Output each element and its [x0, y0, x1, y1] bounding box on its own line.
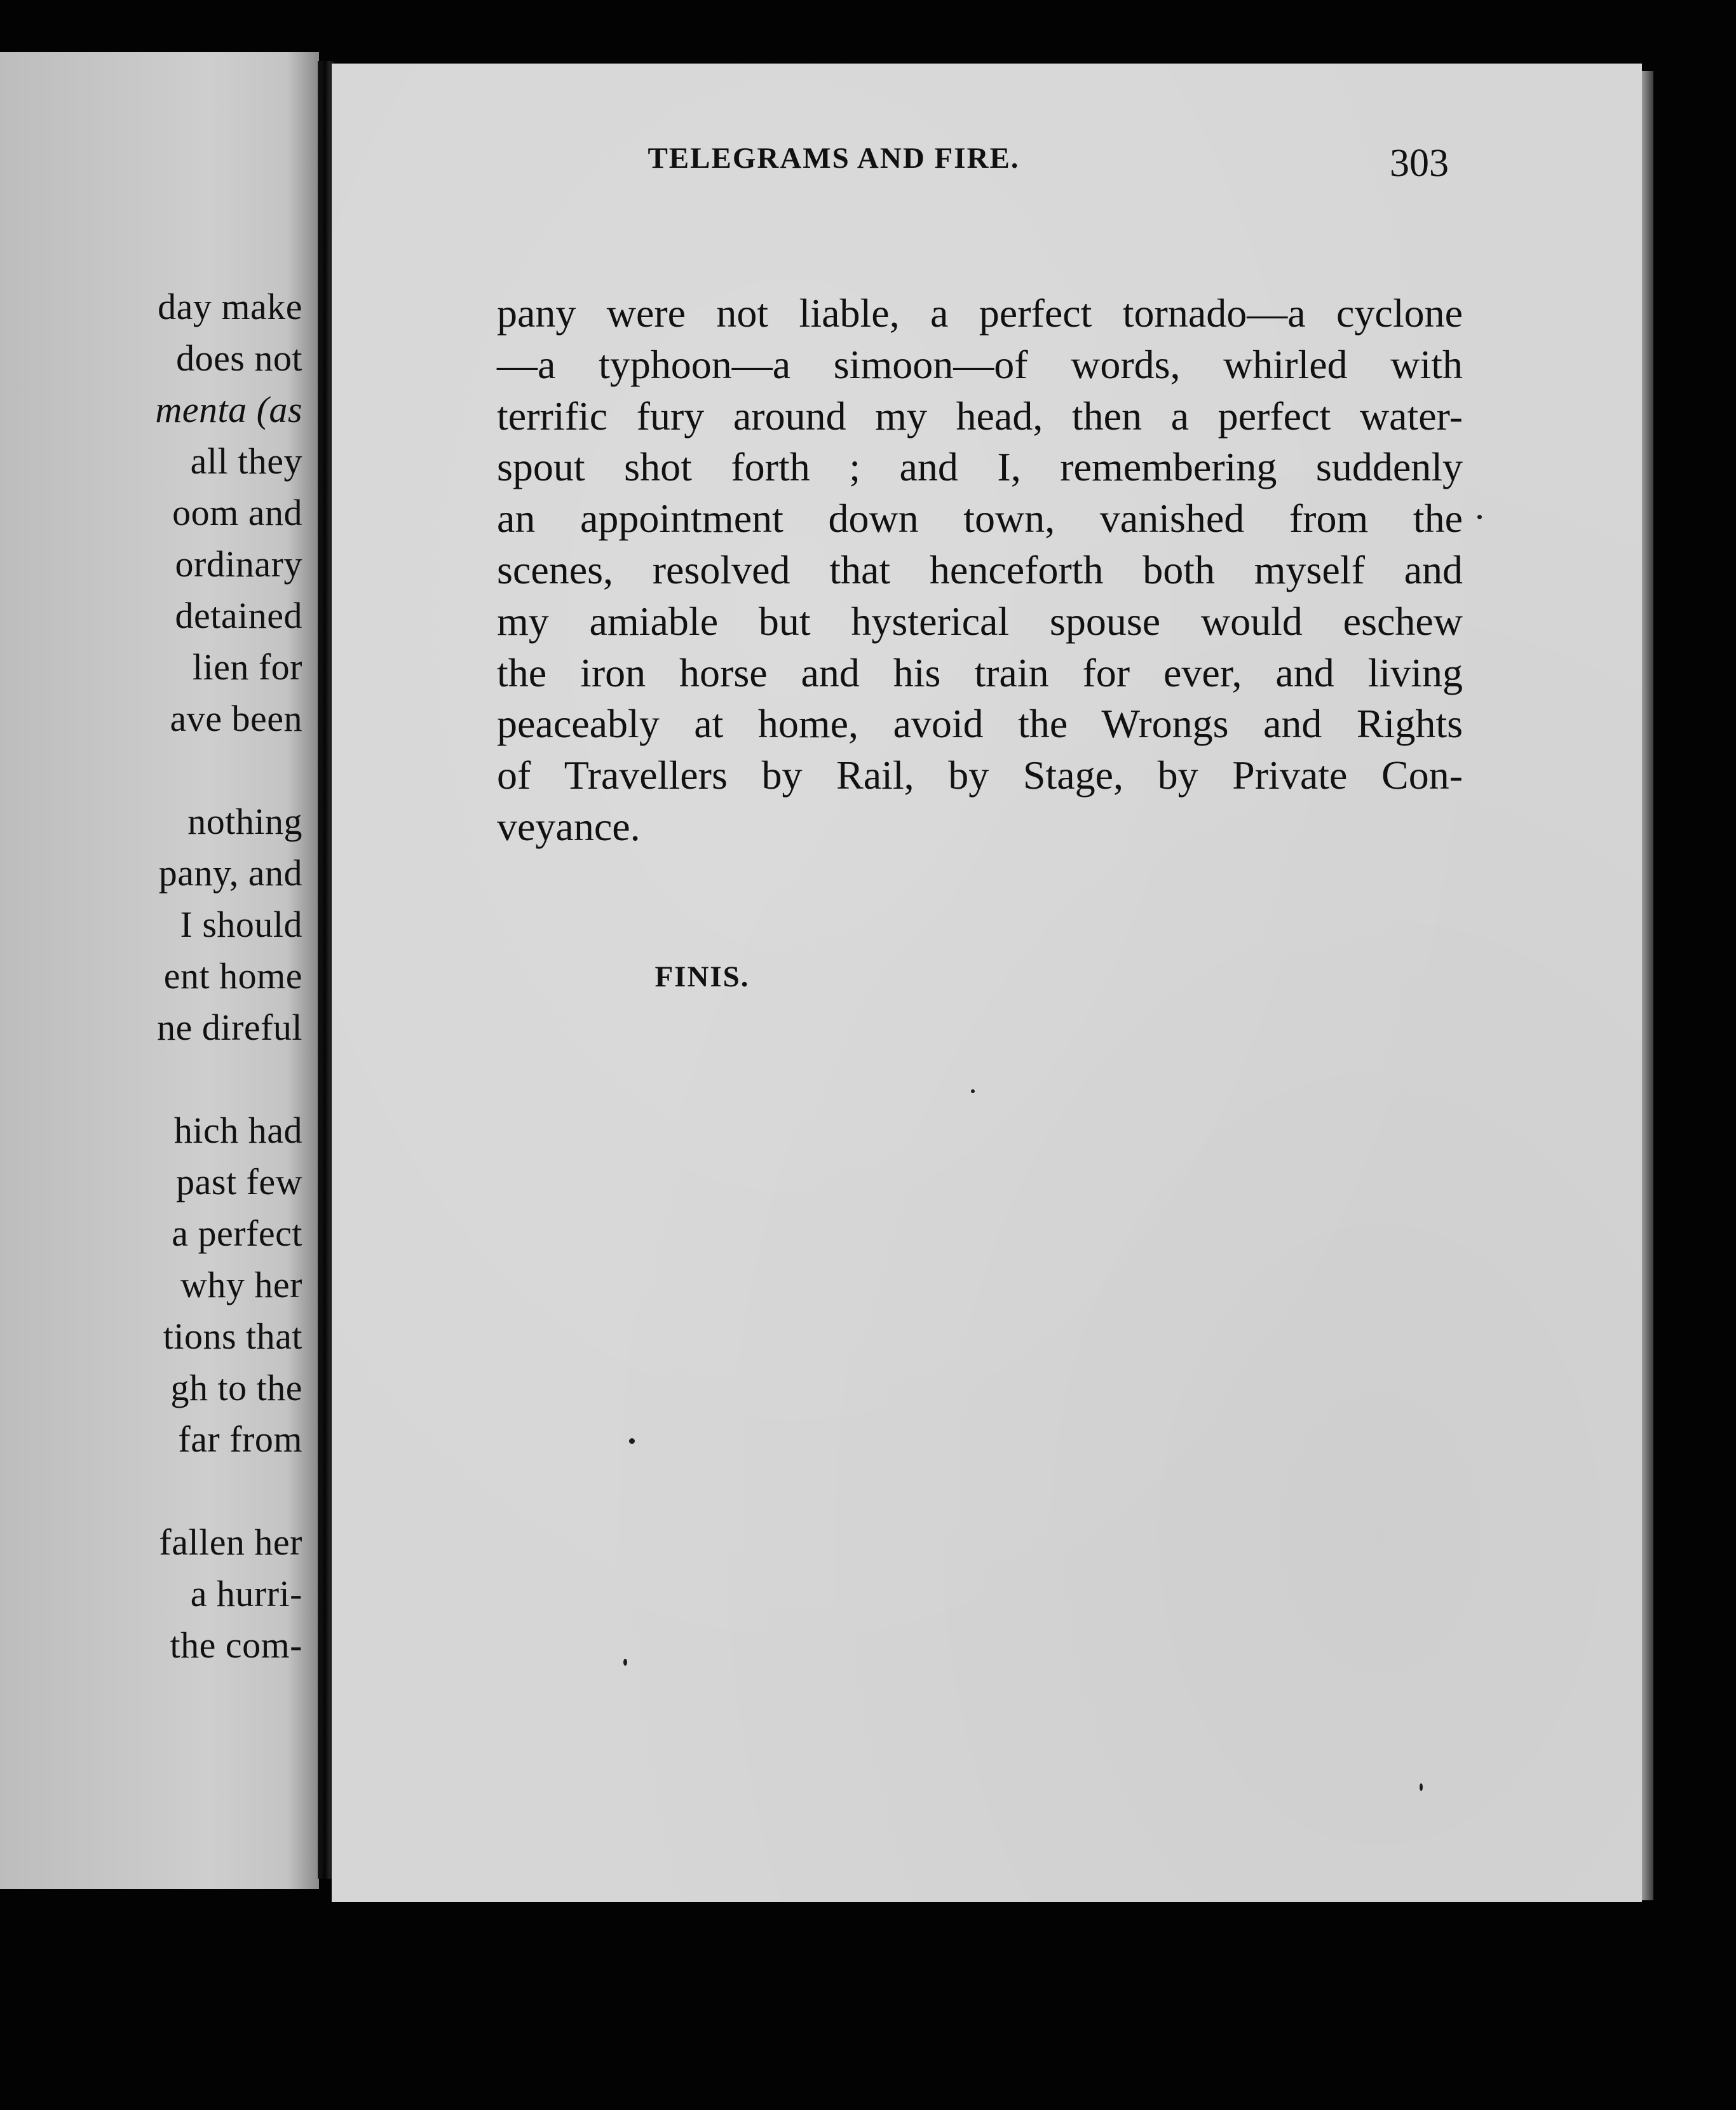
left-text-line: gh to the: [170, 1367, 302, 1408]
page-number: 303: [1390, 142, 1449, 185]
left-text-line: all they: [190, 440, 302, 482]
left-text-line: hich had: [173, 1110, 302, 1151]
left-text-line: pany, and: [158, 852, 302, 894]
body-text-line: veyance.: [497, 803, 641, 849]
body-text-line: peaceably at home, avoid the Wrongs and Rights: [497, 701, 1463, 747]
scan-speck: [623, 1659, 627, 1666]
left-text-line: ave been: [170, 698, 302, 739]
left-text-italic: menta (as: [155, 389, 302, 430]
right-page-body-text: [497, 288, 1463, 853]
page-edge-shadow: [1642, 71, 1653, 1900]
body-text-line: an appointment down town, vanished from the: [497, 496, 1463, 541]
left-text-line: does not: [176, 337, 302, 379]
body-text-line: of Travellers by Rail, by Stage, by Private Con-: [497, 752, 1463, 798]
left-text-line: ent home: [163, 955, 302, 997]
paragraph-gap: [4, 1053, 302, 1105]
body-text-line: —a typhoon—a simoon—of words, whirled with: [497, 341, 1463, 387]
left-text-line: nothing: [187, 801, 302, 842]
left-text-line: [4, 384, 302, 435]
body-text-line: spout shot forth ; and I, remembering suddenly: [497, 444, 1463, 490]
body-text-line: terrific fury around my head, then a perfect water-: [497, 393, 1463, 439]
left-text-line: lien for: [192, 646, 302, 688]
left-text-line: a hurri-: [190, 1573, 302, 1614]
running-head: TELEGRAMS AND FIRE.: [648, 142, 1020, 175]
body-text-line: pany were not liable, a perfect tornado—a cyclone: [497, 290, 1463, 336]
paragraph-gap: [4, 1465, 302, 1516]
scan-speck: [971, 1089, 975, 1093]
left-text-line: ordinary: [175, 543, 302, 585]
left-text-line: oom and: [172, 492, 302, 533]
scan-speck: [629, 1438, 635, 1444]
left-text-line: the com-: [170, 1624, 302, 1666]
paragraph-gap: [4, 744, 302, 796]
left-text-line: detained: [175, 595, 302, 636]
body-text-line: my amiable but hysterical spouse would eschew: [497, 598, 1463, 644]
left-text-line: far from: [178, 1419, 302, 1460]
body-text-line: scenes, resolved that henceforth both myself and: [497, 547, 1463, 592]
left-text-line: day make: [158, 286, 302, 327]
scan-speck: [1420, 1783, 1423, 1791]
left-text-line: a perfect: [172, 1213, 302, 1254]
finis-heading: FINIS.: [654, 960, 750, 993]
scan-speck: [1477, 515, 1482, 519]
left-page-text: [4, 281, 302, 1671]
left-page: [0, 52, 319, 1889]
left-text-line: ne direful: [157, 1007, 302, 1048]
left-text-line: tions that: [163, 1316, 302, 1357]
left-text-line: why her: [180, 1264, 302, 1305]
body-text-line: the iron horse and his train for ever, and living: [497, 650, 1463, 695]
right-page: [332, 64, 1642, 1902]
left-text-line: I should: [180, 904, 302, 945]
left-text-line: fallen her: [159, 1521, 302, 1563]
left-text-line: past few: [176, 1161, 302, 1202]
